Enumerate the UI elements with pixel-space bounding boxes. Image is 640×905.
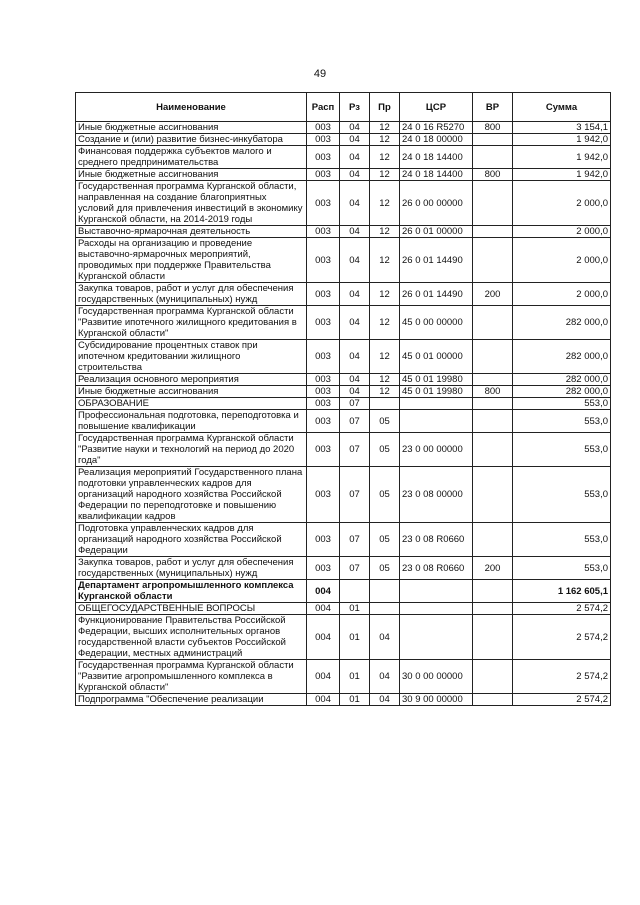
cell-csr: 26 0 01 00000 [400, 226, 473, 238]
cell-rasp: 003 [307, 467, 340, 523]
table-row [76, 523, 611, 557]
cell-rz: 04 [340, 169, 370, 181]
cell-csr: 26 0 01 14490 [400, 283, 473, 306]
cell-rasp: 004 [307, 694, 340, 706]
header-csr: ЦСР [400, 93, 473, 122]
cell-sum: 282 000,0 [513, 374, 611, 386]
cell-rasp: 003 [307, 169, 340, 181]
cell-rz: 04 [340, 340, 370, 374]
table-row [76, 134, 611, 146]
cell-rasp: 004 [307, 603, 340, 615]
cell-vr [473, 467, 513, 523]
cell-name: Субсидирование процентных ставок при ипотечном кредитовании жилищного строительства [76, 340, 307, 374]
cell-sum: 2 574,2 [513, 603, 611, 615]
cell-rasp: 003 [307, 181, 340, 226]
cell-pr: 12 [370, 146, 400, 169]
cell-rz: 04 [340, 226, 370, 238]
cell-vr [473, 226, 513, 238]
cell-pr [370, 603, 400, 615]
cell-pr: 04 [370, 694, 400, 706]
cell-pr: 12 [370, 238, 400, 283]
cell-vr [473, 306, 513, 340]
cell-rz: 01 [340, 603, 370, 615]
cell-rasp: 003 [307, 433, 340, 467]
cell-pr: 12 [370, 169, 400, 181]
cell-rz [340, 580, 370, 603]
cell-pr: 05 [370, 433, 400, 467]
cell-rz: 07 [340, 523, 370, 557]
cell-vr [473, 523, 513, 557]
cell-pr: 12 [370, 122, 400, 134]
header-vr: ВР [473, 93, 513, 122]
cell-rz: 07 [340, 410, 370, 433]
table-row [76, 181, 611, 226]
cell-rz: 07 [340, 557, 370, 580]
cell-csr [400, 398, 473, 410]
table-row [76, 410, 611, 433]
cell-rz: 04 [340, 386, 370, 398]
cell-sum: 553,0 [513, 410, 611, 433]
cell-name: ОБЩЕГОСУДАРСТВЕННЫЕ ВОПРОСЫ [76, 603, 307, 615]
cell-rasp: 003 [307, 523, 340, 557]
cell-rasp: 003 [307, 238, 340, 283]
cell-name: Иные бюджетные ассигнования [76, 122, 307, 134]
table-row [76, 433, 611, 467]
cell-rz: 01 [340, 615, 370, 660]
table-row [76, 340, 611, 374]
cell-rz: 04 [340, 122, 370, 134]
cell-rz: 04 [340, 146, 370, 169]
cell-vr [473, 580, 513, 603]
cell-sum: 282 000,0 [513, 340, 611, 374]
cell-vr [473, 410, 513, 433]
cell-rz: 01 [340, 660, 370, 694]
cell-name: Финансовая поддержка субъектов малого и среднего предпринимательства [76, 146, 307, 169]
cell-pr: 05 [370, 467, 400, 523]
header-name: Наименование [76, 93, 307, 122]
cell-vr [473, 433, 513, 467]
table-row [76, 386, 611, 398]
cell-name: Функционирование Правительства Российской Федерации, высших исполнительных органов государственной власти субъектов Российской Федерации, местных администраций [76, 615, 307, 660]
cell-csr [400, 410, 473, 433]
cell-vr [473, 398, 513, 410]
cell-sum: 2 000,0 [513, 181, 611, 226]
cell-name: ОБРАЗОВАНИЕ [76, 398, 307, 410]
cell-rasp: 004 [307, 615, 340, 660]
cell-vr: 200 [473, 557, 513, 580]
cell-sum: 2 574,2 [513, 660, 611, 694]
cell-name: Государственная программа Курганской области, направленная на создание благоприятных условий для привлечения инвестиций в экономику Курганской области, на 2014-2019 годы [76, 181, 307, 226]
cell-rz: 04 [340, 374, 370, 386]
table-row [76, 374, 611, 386]
cell-pr [370, 398, 400, 410]
cell-csr: 24 0 18 14400 [400, 169, 473, 181]
cell-sum: 553,0 [513, 557, 611, 580]
cell-sum: 282 000,0 [513, 306, 611, 340]
page-number: 49 [313, 68, 327, 80]
cell-sum: 1 162 605,1 [513, 580, 611, 603]
cell-pr: 12 [370, 340, 400, 374]
cell-csr: 23 0 08 R0660 [400, 557, 473, 580]
cell-sum: 2 000,0 [513, 226, 611, 238]
cell-pr: 12 [370, 226, 400, 238]
cell-rz: 04 [340, 134, 370, 146]
cell-csr: 30 9 00 00000 [400, 694, 473, 706]
cell-pr: 12 [370, 386, 400, 398]
cell-csr: 26 0 01 14490 [400, 238, 473, 283]
cell-vr [473, 615, 513, 660]
cell-rasp: 003 [307, 134, 340, 146]
cell-vr: 800 [473, 122, 513, 134]
header-pr: Пр [370, 93, 400, 122]
cell-vr [473, 374, 513, 386]
cell-pr: 05 [370, 523, 400, 557]
cell-vr: 800 [473, 386, 513, 398]
cell-rz: 07 [340, 433, 370, 467]
cell-pr: 12 [370, 306, 400, 340]
cell-csr: 24 0 18 00000 [400, 134, 473, 146]
table-row [76, 226, 611, 238]
cell-name: Государственная программа Курганской области "Развитие ипотечного жилищного кредитования в Курганской области" [76, 306, 307, 340]
cell-pr: 12 [370, 134, 400, 146]
cell-sum: 3 154,1 [513, 122, 611, 134]
cell-name: Закупка товаров, работ и услуг для обеспечения государственных (муниципальных) нужд [76, 557, 307, 580]
cell-rasp: 003 [307, 374, 340, 386]
cell-name: Реализация основного мероприятия [76, 374, 307, 386]
cell-sum: 2 000,0 [513, 238, 611, 283]
cell-csr [400, 615, 473, 660]
cell-rz: 04 [340, 238, 370, 283]
cell-pr: 12 [370, 181, 400, 226]
cell-name: Закупка товаров, работ и услуг для обеспечения государственных (муниципальных) нужд [76, 283, 307, 306]
cell-name: Государственная программа Курганской области "Развитие науки и технологий на период до 2020 года" [76, 433, 307, 467]
cell-pr: 05 [370, 410, 400, 433]
cell-name: Создание и (или) развитие бизнес-инкубатора [76, 134, 307, 146]
cell-csr: 45 0 01 19980 [400, 386, 473, 398]
table-row [76, 660, 611, 694]
cell-rz: 04 [340, 181, 370, 226]
cell-csr [400, 580, 473, 603]
cell-csr [400, 603, 473, 615]
cell-rasp: 003 [307, 122, 340, 134]
table-header-row [76, 93, 611, 122]
cell-name: Выставочно-ярмарочная деятельность [76, 226, 307, 238]
cell-rz: 07 [340, 398, 370, 410]
table-row [76, 615, 611, 660]
table-row [76, 603, 611, 615]
cell-rasp: 003 [307, 398, 340, 410]
cell-rasp: 003 [307, 146, 340, 169]
cell-csr: 23 0 00 00000 [400, 433, 473, 467]
cell-rasp: 003 [307, 557, 340, 580]
cell-vr [473, 146, 513, 169]
table-row [76, 169, 611, 181]
cell-csr: 45 0 00 00000 [400, 306, 473, 340]
cell-vr: 800 [473, 169, 513, 181]
cell-sum: 553,0 [513, 467, 611, 523]
cell-sum: 553,0 [513, 433, 611, 467]
cell-vr: 200 [473, 283, 513, 306]
cell-rasp: 003 [307, 410, 340, 433]
cell-vr [473, 660, 513, 694]
cell-pr [370, 580, 400, 603]
cell-rasp: 003 [307, 386, 340, 398]
cell-pr: 05 [370, 557, 400, 580]
table-row [76, 238, 611, 283]
table-row [76, 122, 611, 134]
cell-name: Подготовка управленческих кадров для организаций народного хозяйства Российской Федерации [76, 523, 307, 557]
cell-csr: 23 0 08 R0660 [400, 523, 473, 557]
cell-rasp: 003 [307, 283, 340, 306]
cell-sum: 1 942,0 [513, 146, 611, 169]
cell-name: Реализация мероприятий Государственного плана подготовки управленческих кадров для организаций народного хозяйства Российской Федерации по переподготовке и повышению квалификации кадров [76, 467, 307, 523]
cell-vr [473, 603, 513, 615]
cell-vr [473, 134, 513, 146]
cell-sum: 282 000,0 [513, 386, 611, 398]
cell-pr: 12 [370, 283, 400, 306]
cell-name: Департамент агропромышленного комплекса Курганской области [76, 580, 307, 603]
cell-sum: 1 942,0 [513, 134, 611, 146]
header-rz: Рз [340, 93, 370, 122]
table-row [76, 580, 611, 603]
cell-pr: 04 [370, 660, 400, 694]
cell-rz: 07 [340, 467, 370, 523]
header-sum: Сумма [513, 93, 611, 122]
budget-table [75, 92, 611, 706]
table-row [76, 467, 611, 523]
cell-name: Иные бюджетные ассигнования [76, 169, 307, 181]
cell-vr [473, 340, 513, 374]
cell-pr: 12 [370, 374, 400, 386]
cell-rz: 04 [340, 283, 370, 306]
cell-vr [473, 694, 513, 706]
cell-sum: 2 574,2 [513, 615, 611, 660]
cell-sum: 1 942,0 [513, 169, 611, 181]
cell-csr: 23 0 08 00000 [400, 467, 473, 523]
cell-csr: 24 0 16 R5270 [400, 122, 473, 134]
table-row [76, 694, 611, 706]
cell-name: Иные бюджетные ассигнования [76, 386, 307, 398]
cell-sum: 553,0 [513, 523, 611, 557]
cell-rz: 01 [340, 694, 370, 706]
cell-csr: 45 0 01 00000 [400, 340, 473, 374]
cell-name: Государственная программа Курганской области "Развитие агропромышленного комплекса в Курганской области" [76, 660, 307, 694]
cell-sum: 2 574,2 [513, 694, 611, 706]
cell-csr: 24 0 18 14400 [400, 146, 473, 169]
cell-csr: 26 0 00 00000 [400, 181, 473, 226]
cell-rasp: 004 [307, 580, 340, 603]
cell-name: Расходы на организацию и проведение выставочно-ярмарочных мероприятий, проводимых при поддержке Правительства Курганской области [76, 238, 307, 283]
cell-csr: 30 0 00 00000 [400, 660, 473, 694]
cell-rasp: 003 [307, 226, 340, 238]
table-row [76, 306, 611, 340]
cell-name: Подпрограмма "Обеспечение реализации [76, 694, 307, 706]
cell-rasp: 003 [307, 306, 340, 340]
cell-csr: 45 0 01 19980 [400, 374, 473, 386]
cell-rasp: 003 [307, 340, 340, 374]
table-row [76, 146, 611, 169]
cell-sum: 2 000,0 [513, 283, 611, 306]
header-rasp: Расп [307, 93, 340, 122]
cell-name: Профессиональная подготовка, переподготовка и повышение квалификации [76, 410, 307, 433]
cell-vr [473, 238, 513, 283]
cell-rz: 04 [340, 306, 370, 340]
table-row [76, 557, 611, 580]
cell-sum: 553,0 [513, 398, 611, 410]
cell-vr [473, 181, 513, 226]
cell-pr: 04 [370, 615, 400, 660]
cell-rasp: 004 [307, 660, 340, 694]
table-row [76, 283, 611, 306]
table-row [76, 398, 611, 410]
